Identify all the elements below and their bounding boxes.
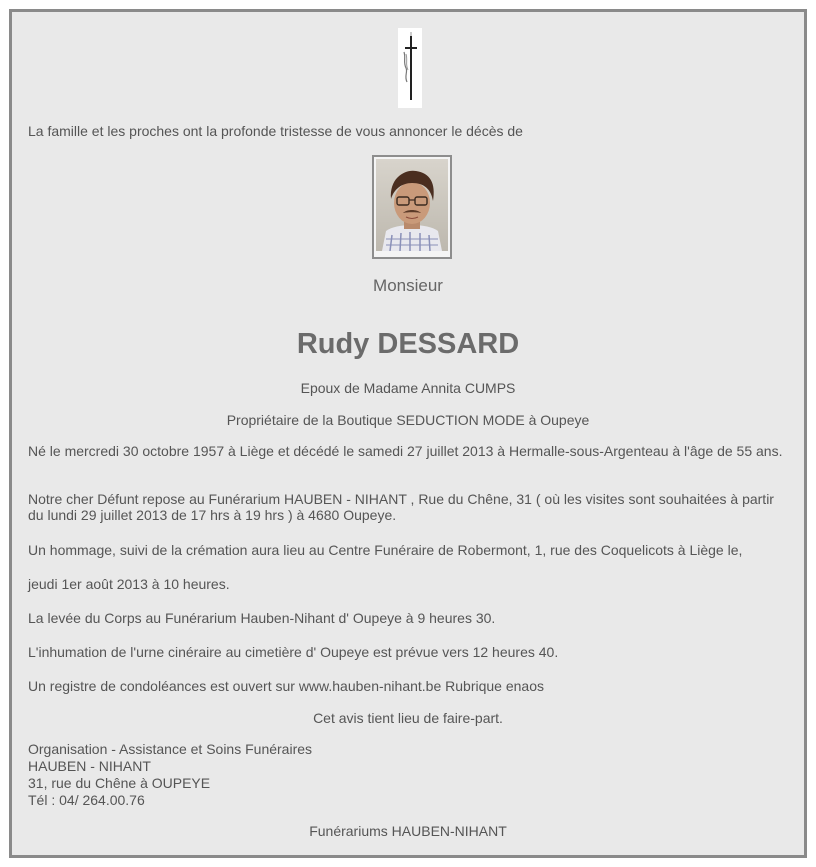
repose-paragraph: Notre cher Défunt repose au Funérarium HAUBEN - NIHANT , Rue du Chêne, 31 ( où les visites sont souhaitées à partir du lundi 29 juillet 2013 de 17 hrs à 19 hrs ) à 4680 Oupeye. — [28, 491, 774, 523]
organisation-line: HAUBEN - NIHANT — [28, 758, 151, 774]
cross-icon — [398, 28, 422, 108]
footer-text: Funérariums HAUBEN-NIHANT — [309, 823, 507, 839]
levee-paragraph: La levée du Corps au Funérarium Hauben-Nihant d' Oupeye à 9 heures 30. — [28, 610, 496, 626]
honorific: Monsieur — [373, 276, 443, 295]
birth-death-paragraph: Né le mercredi 30 octobre 1957 à Liège et décédé le samedi 27 juillet 2013 à Hermalle-sous-Argenteau à l'âge de 55 ans. — [28, 443, 783, 459]
organisation-line: Organisation - Assistance et Soins Funéraires — [28, 741, 313, 757]
intro-text: La famille et les proches ont la profonde tristesse de vous annoncer le décès de — [28, 123, 523, 139]
portrait-photo — [372, 155, 452, 259]
organisation-phone: Tél : 04/ 264.00.76 — [28, 792, 145, 808]
tribute-date: jeudi 1er août 2013 à 10 heures. — [28, 576, 230, 592]
obituary-card — [9, 9, 807, 858]
occupation-line: Propriétaire de la Boutique SEDUCTION MODE à Oupeye — [226, 412, 590, 428]
organisation-line: 31, rue du Chêne à OUPEYE — [28, 775, 211, 791]
inhumation-paragraph: L'inhumation de l'urne cinéraire au cimetière d' Oupeye est prévue vers 12 heures 40. — [28, 644, 559, 660]
organisation-block — [28, 741, 312, 809]
registry-paragraph: Un registre de condoléances est ouvert sur www.hauben-nihant.be Rubrique enaos — [28, 678, 544, 694]
tribute-paragraph: Un hommage, suivi de la crémation aura lieu au Centre Funéraire de Robermont, 1, rue des Coquelicots à Liège le, — [28, 542, 743, 558]
deceased-name: Rudy DESSARD — [296, 328, 520, 360]
faire-part-note: Cet avis tient lieu de faire-part. — [313, 710, 503, 726]
spouse-line: Epoux de Madame Annita CUMPS — [300, 380, 516, 396]
